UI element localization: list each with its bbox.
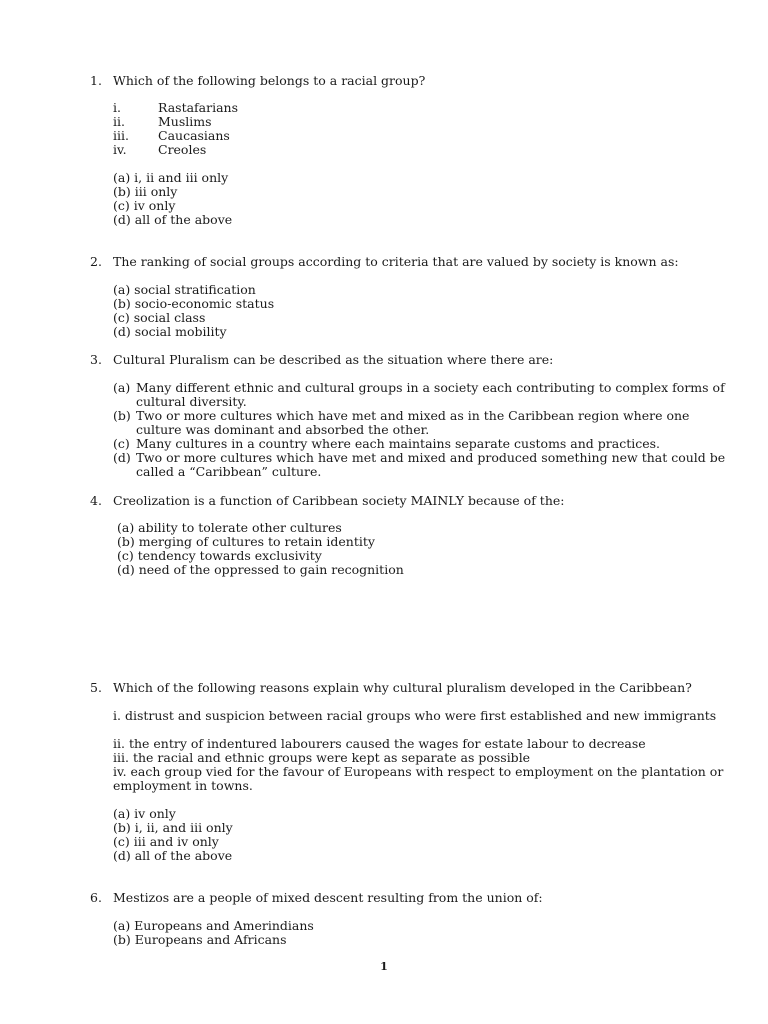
answer-option: (d) all of the above [113, 848, 233, 863]
answer-option-continued: cultural diversity. [136, 394, 247, 409]
answer-option: (d) need of the oppressed to gain recognition [117, 562, 404, 577]
roman-numeral: iii. [113, 128, 129, 143]
question-text: Mestizos are a people of mixed descent resulting from the union of: [113, 890, 543, 905]
question-number: 6. [90, 890, 102, 905]
question-number: 5. [90, 680, 102, 695]
answer-option: (a) iv only [113, 806, 176, 821]
question-text: Which of the following reasons explain why cultural pluralism developed in the Caribbean? [113, 680, 692, 695]
question-number: 1. [90, 73, 102, 88]
answer-option: (a) ability to tolerate other cultures [117, 520, 342, 535]
answer-option: (b) merging of cultures to retain identity [117, 534, 375, 549]
answer-option-continued: called a “Caribbean” culture. [136, 464, 322, 479]
option-letter: (b) [113, 408, 131, 423]
item-label: Muslims [158, 114, 212, 129]
reason-item-continued: employment in towns. [113, 778, 253, 793]
answer-option: (c) iv only [113, 198, 176, 213]
question-text: The ranking of social groups according to criteria that are valued by society is known as: [113, 254, 679, 269]
answer-option: (a) social stratification [113, 282, 256, 297]
answer-option: (d) all of the above [113, 212, 233, 227]
answer-option: Two or more cultures which have met and mixed as in the Caribbean region where one [136, 408, 690, 423]
question-text: Which of the following belongs to a racial group? [113, 73, 426, 88]
answer-option: (c) tendency towards exclusivity [117, 548, 322, 563]
roman-numeral: i. [113, 100, 121, 115]
roman-numeral: ii. [113, 114, 125, 129]
answer-option: (b) socio-economic status [113, 296, 275, 311]
item-label: Creoles [158, 142, 207, 157]
option-letter: (d) [113, 450, 131, 465]
reason-item: i. distrust and suspicion between racial groups who were first established and new immigrants [113, 708, 717, 723]
answer-option: (a) Europeans and Amerindians [113, 918, 314, 933]
question-text: Creolization is a function of Caribbean society MAINLY because of the: [113, 493, 565, 508]
question-number: 2. [90, 254, 102, 269]
answer-option: Many cultures in a country where each maintains separate customs and practices. [136, 436, 661, 451]
answer-option: Two or more cultures which have met and mixed and produced something new that could be [136, 450, 726, 465]
answer-option: (c) iii and iv only [113, 834, 219, 849]
roman-numeral: iv. [113, 142, 127, 157]
answer-option: (b) iii only [113, 184, 178, 199]
question-number: 3. [90, 352, 102, 367]
reason-item: ii. the entry of indentured labourers caused the wages for estate labour to decrease [113, 736, 646, 751]
item-label: Rastafarians [158, 100, 239, 115]
reason-item: iv. each group vied for the favour of Europeans with respect to employment on the plantation or [113, 764, 724, 779]
option-letter: (a) [113, 380, 131, 395]
answer-option: (c) social class [113, 310, 206, 325]
answer-option-continued: culture was dominant and absorbed the other. [136, 422, 430, 437]
answer-option: Many different ethnic and cultural groups in a society each contributing to complex forms of [136, 380, 725, 395]
question-number: 4. [90, 493, 102, 508]
option-letter: (c) [113, 436, 130, 451]
answer-option: (b) Europeans and Africans [113, 932, 287, 947]
answer-option: (b) i, ii, and iii only [113, 820, 233, 835]
answer-option: (d) social mobility [113, 324, 227, 339]
question-text: Cultural Pluralism can be described as the situation where there are: [113, 352, 554, 367]
item-label: Caucasians [158, 128, 230, 143]
answer-option: (a) i, ii and iii only [113, 170, 229, 185]
page-number: 1 [380, 960, 388, 973]
reason-item: iii. the racial and ethnic groups were kept as separate as possible [113, 750, 531, 765]
